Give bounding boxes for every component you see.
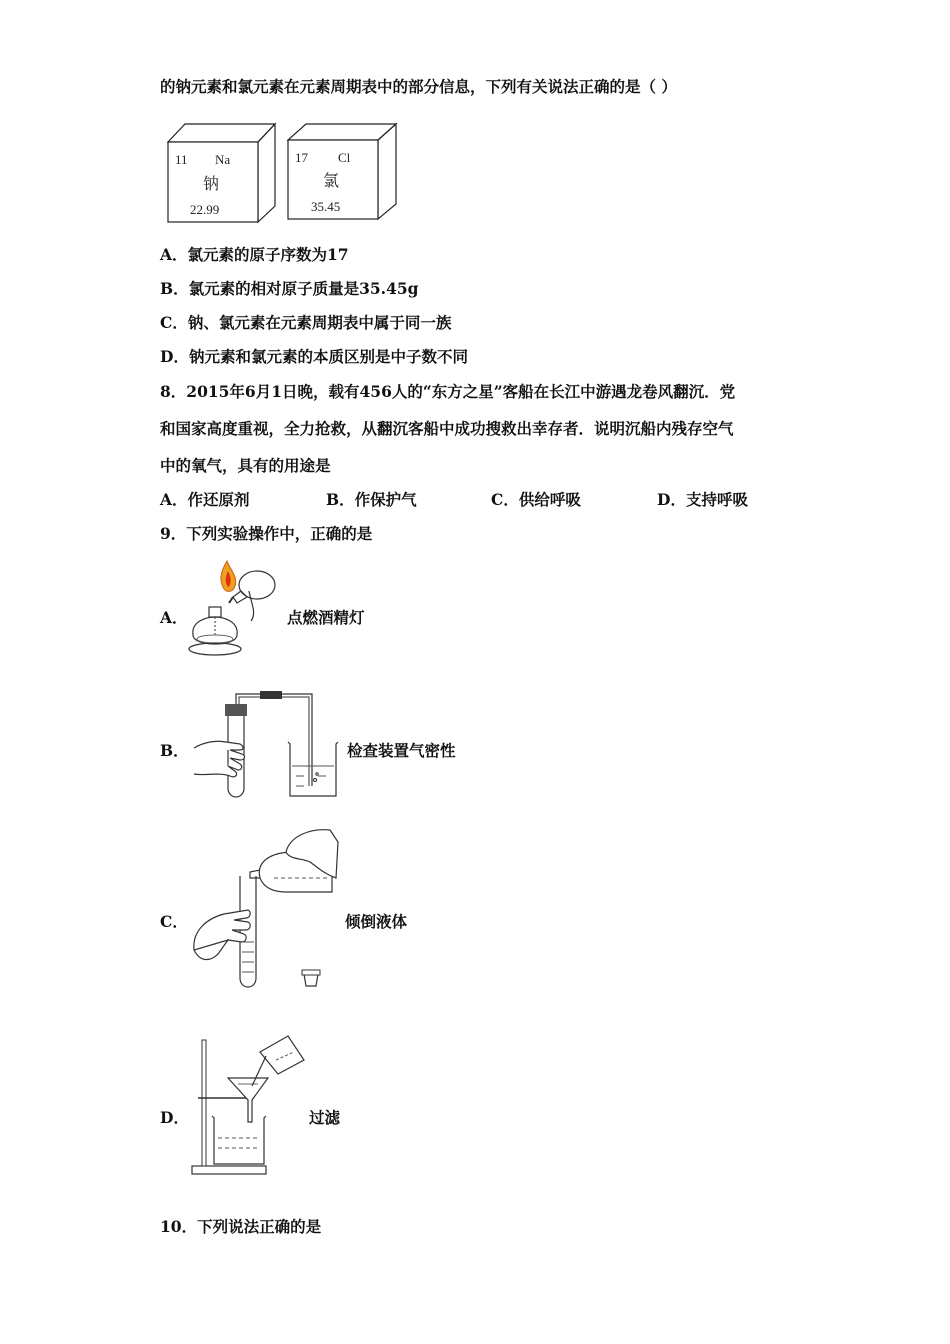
- q7-option-c: C．钠、氯元素在元素周期表中属于同一族: [160, 313, 452, 332]
- sodium-card: [168, 124, 275, 222]
- q9-option-a-letter: A．: [160, 608, 188, 627]
- element-cards-figure: [160, 118, 410, 228]
- q8-option-d: D．支持呼吸: [657, 490, 748, 509]
- q7-option-d: D．钠元素和氯元素的本质区别是中子数不同: [160, 347, 468, 366]
- alcohol-lamp-figure: [185, 555, 285, 660]
- q9-option-d-caption: 过滤: [309, 1108, 341, 1127]
- q9-option-b-caption: 检查装置气密性: [347, 741, 456, 760]
- chlorine-card: [288, 124, 396, 219]
- q9-stem: 9．下列实验操作中，正确的是: [160, 524, 373, 543]
- sodium-number: 11: [175, 152, 188, 167]
- airtightness-figure: [190, 688, 340, 803]
- chlorine-name: 氯: [323, 173, 340, 190]
- sodium-name: 钠: [203, 176, 220, 193]
- q7-option-b: B．氯元素的相对原子质量是35.45g: [160, 279, 419, 298]
- filtration-figure: [188, 1030, 308, 1176]
- q8-line-1: 8．2015年6月1日晚，载有456人的“东方之星”客船在长江中游遇龙卷风翻沉．党: [160, 382, 736, 401]
- q8-line-2: 和国家高度重视，全力抢救，从翻沉客船中成功搜救出幸存者．说明沉船内残存空气: [160, 419, 734, 438]
- q9-option-c-letter: C．: [160, 912, 188, 931]
- chlorine-mass: 35.45: [311, 199, 341, 214]
- q9-option-c-caption: 倾倒液体: [345, 912, 408, 931]
- chlorine-symbol: Cl: [338, 150, 351, 165]
- q8-line-3: 中的氧气，具有的用途是: [160, 456, 331, 475]
- sodium-symbol: Na: [215, 152, 231, 167]
- q7-stem: 的钠元素和氯元素在元素周期表中的部分信息，下列有关说法正确的是（ ）: [160, 77, 677, 96]
- q9-option-b-letter: B．: [160, 741, 189, 760]
- q7-option-a: A．氯元素的原子序数为17: [160, 245, 349, 264]
- q8-option-b: B．作保护气: [326, 490, 417, 509]
- q8-option-c: C．供给呼吸: [491, 490, 581, 509]
- q9-option-a-caption: 点燃酒精灯: [287, 608, 365, 627]
- q9-option-d-letter: D．: [160, 1108, 189, 1127]
- q10-stem: 10．下列说法正确的是: [160, 1217, 322, 1236]
- sodium-mass: 22.99: [190, 202, 220, 217]
- pouring-liquid-figure: [190, 822, 340, 994]
- chlorine-number: 17: [295, 150, 308, 165]
- q8-option-a: A．作还原剂: [160, 490, 250, 509]
